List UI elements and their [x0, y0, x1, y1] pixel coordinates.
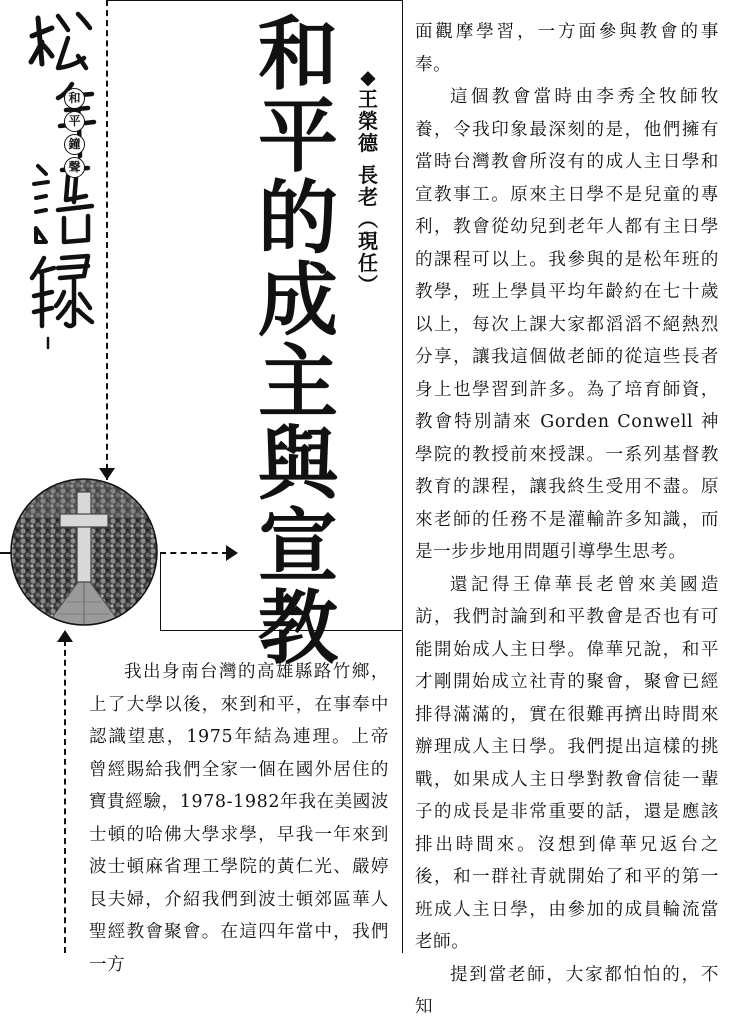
title-char: 教 — [258, 582, 338, 675]
status-char: ︶ — [358, 273, 378, 297]
bottom-left-dash-line — [64, 640, 66, 953]
author-name — [356, 88, 380, 154]
seal-char-3: 鐘 — [68, 137, 81, 151]
calligraphy-logo-icon — [28, 6, 98, 351]
status-char: ︵ — [358, 207, 378, 231]
title-char: 與 — [258, 418, 338, 511]
top-divider-line — [106, 0, 108, 480]
title-char: 成 — [258, 254, 338, 347]
status-char: 現 — [358, 229, 378, 253]
publication-logo — [28, 6, 98, 351]
author-char: 榮 — [358, 109, 378, 133]
author-status — [356, 208, 380, 296]
author-byline — [356, 66, 380, 296]
arrow-right-icon — [226, 545, 238, 561]
title-char: 平 — [258, 90, 338, 183]
author-char: 德 — [358, 131, 378, 155]
author-char: 王 — [358, 87, 378, 111]
title-char: 的 — [258, 172, 338, 265]
article-title — [248, 8, 348, 675]
article-body-left-column — [89, 656, 389, 981]
paragraph: 我出身南台灣的高雄縣路竹鄉，上了大學以後，來到和平，在事奉中認識望惠，1975年結為連理。上帝曾經賜給我們全家一個在國外居住的寶貴經驗，1978-1982年我在美國波士頓的哈佛大學求學，早我一年來到波士頓麻省理工學院的黃仁光、嚴婷艮夫婦，介紹我們到波士頓郊區華人聖經教會聚會。在這四年當中，我們一方 — [89, 662, 389, 975]
title-char: 宣 — [258, 500, 338, 593]
seal-char-4: 聲 — [68, 160, 81, 174]
byline-marker-icon: ◆ — [360, 65, 376, 89]
photo-right-dash — [160, 552, 228, 554]
church-cross-photo — [10, 478, 158, 626]
paragraph: 還記得王偉華長老曾來美國造訪，我們討論到和平教會是否也有可能開始成人主日學。偉華兄說，和平才剛開始成立社青的聚會，聚會已經排得滿滿的，實在很難再擠出時間來辦理成人主日學。我們提出這樣的挑戰，如果成人主日學對教會信徒一輩子的成長是非常重要的話，還是應該排出時間來。沒想到偉華兄返台之後，和一群社青就開始了和平的第一班成人主日學，由參加的成員輪流當老師。 — [415, 574, 719, 952]
top-border-line — [106, 0, 402, 1]
article-body-right-column — [415, 16, 719, 1024]
paragraph: 面觀摩學習，一方面參與教會的事奉。 — [415, 22, 719, 75]
title-char: 和 — [258, 8, 338, 101]
author-role — [356, 164, 380, 208]
arrow-up-icon — [57, 630, 73, 642]
role-char: 長 — [358, 163, 378, 187]
paragraph: 這個教會當時由李秀全牧師牧養，令我印象最深刻的是，他們擁有當時台灣教會所沒有的成人主日學和宣教事工。原來主日學不是兒童的專利，教會從幼兒到老年人都有主日學的課程可以上。我參與的是松年班的教學，班上學員平均年齡約在七十歲以上，每次上課大家都滔滔不絕熱烈分享，讓我這個做老師的從這些長者身上也學習到許多。為了培育師資，教會特別請來 Gorden Conwell 神學院的教授前來授課。一系列基督教教育的課程，讓我終生受用不盡。原來老師的任務不是灌輸許多知識，而是一步步地用問題引導學生思考。 — [415, 87, 719, 562]
seal-char-2: 平 — [68, 114, 81, 128]
title-char: 主 — [258, 336, 338, 429]
center-divider-line — [402, 0, 403, 953]
title-box-left-line — [160, 552, 161, 630]
seal-char-1: 和 — [68, 91, 81, 105]
role-char: 老 — [358, 185, 378, 209]
paragraph: 提到當老師，大家都怕怕的，不知 — [415, 964, 719, 1017]
status-char: 任 — [358, 251, 378, 275]
